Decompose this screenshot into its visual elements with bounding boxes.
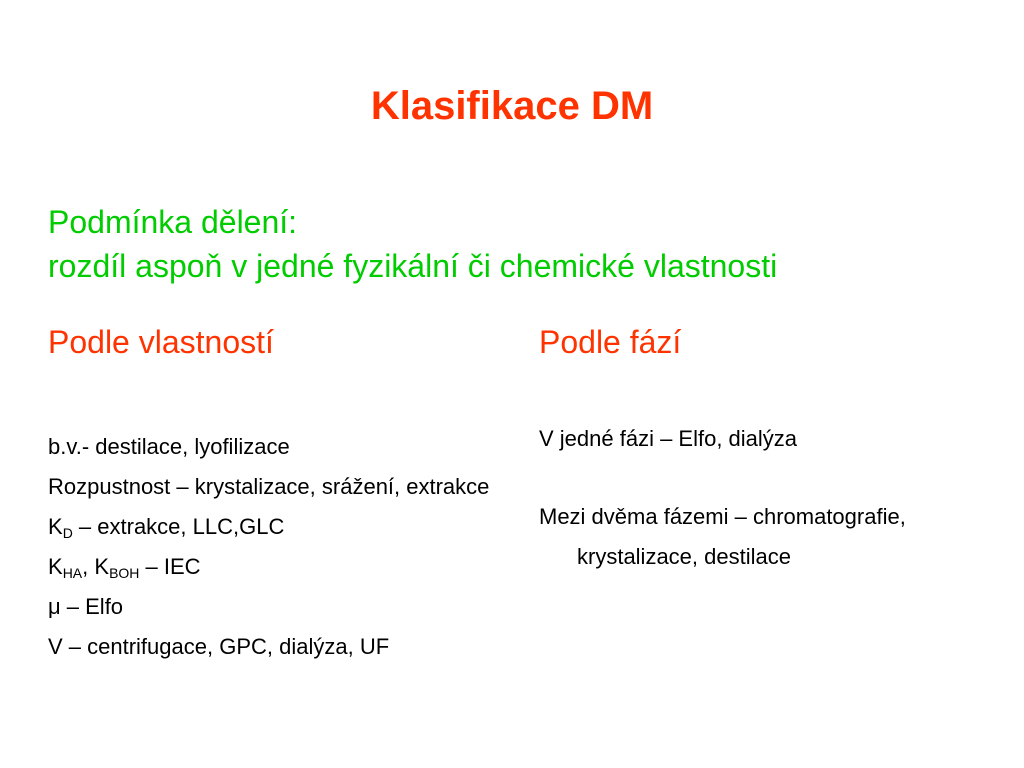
condition-line-2: rozdíl aspoň v jedné fyzikální či chemické vlastnosti [48,248,778,284]
constant-subscript: BOH [109,565,140,581]
list-item: b.v.- destilace, lyofilizace [48,434,290,459]
constant-symbol: K [48,514,63,539]
list-item: V jedné fázi – Elfo, dialýza [539,426,798,451]
right-column-heading: Podle fází [539,324,682,360]
constant-symbol: K [48,554,63,579]
list-item: V – centrifugace, GPC, dialýza, UF [48,634,390,659]
list-item: μ – Elfo [48,594,124,619]
condition-line-1: Podmínka dělení: [48,204,298,240]
constant-symbol: K [94,554,110,579]
list-item: $K_{HA}$, $K_{BOH}$ – IEC [48,554,201,581]
constant-subscript: D [62,525,73,541]
constant-subscript: HA [62,565,83,581]
left-column-heading: Podle vlastností [48,324,274,360]
division-condition [48,200,1008,288]
list-item: Mezi dvěma fázemi – chromatografie, krystalizace, destilace [539,504,906,569]
slide-title: Klasifikace DM [370,84,654,128]
property-list [48,434,518,674]
list-item: Rozpustnost – krystalizace, srážení, extrakce [48,474,490,499]
list-item: $K_D$ – extrakce, LLC,GLC [48,514,285,541]
phase-list [539,419,999,577]
